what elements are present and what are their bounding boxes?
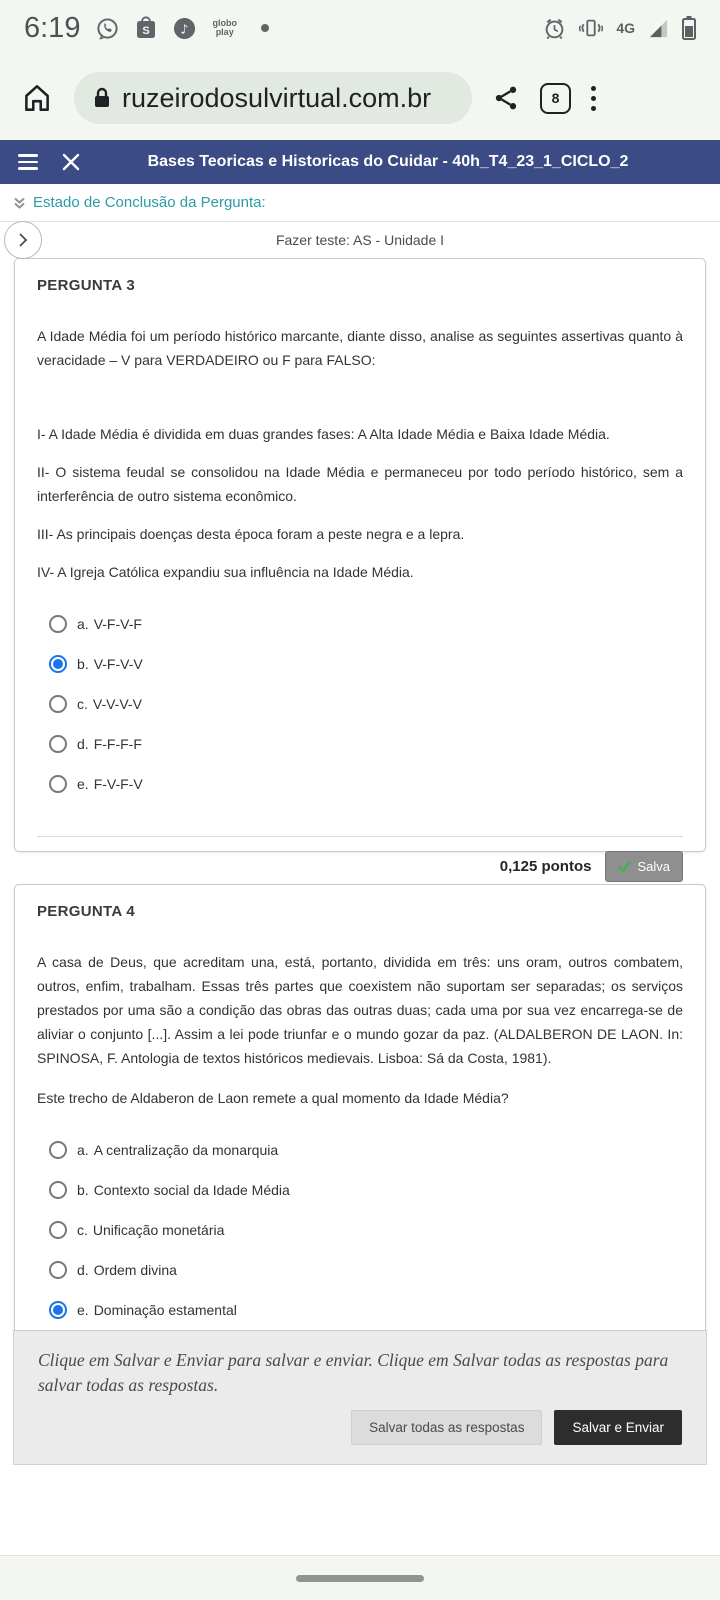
assertion-2: II- O sistema feudal se consolidou na Idade Média e permaneceu por todo período histórico, sem a interferência de outro sistema econômico. [37,464,683,504]
option-text: Contexto social da Idade Média [93,1182,290,1198]
status-bar [0,0,720,56]
close-icon[interactable] [62,153,80,171]
svg-text:♪: ♪ [180,20,189,36]
option-letter: a. [77,1142,89,1158]
share-icon[interactable] [492,84,520,112]
music-app-icon [173,17,196,40]
alarm-icon [543,17,566,40]
option-letter: b. [77,1182,89,1198]
kebab-menu-icon[interactable] [591,86,596,111]
option-text: V-F-V-F [93,616,142,632]
browser-toolbar [0,56,720,140]
saved-button[interactable] [605,851,683,882]
course-title: Bases Teoricas e Historicas do Cuidar - 40h_T4_23_1_CICLO_2 [147,153,629,170]
question-4-options [37,1130,683,1330]
option-text: A centralização da monarquia [93,1142,279,1158]
globoplay-label: globo play [212,18,237,37]
option-text: F-V-F-V [93,776,143,792]
option-letter: c. [77,696,88,712]
gesture-pill[interactable] [296,1575,424,1582]
submit-instruction: Clique em Salvar e Enviar para salvar e enviar. Clique em Salvar todas as respostas para salvar todas as respostas. [38,1350,669,1395]
answer-option[interactable] [49,1130,683,1170]
option-text: V-F-V-V [93,656,143,672]
answer-option[interactable] [49,1250,683,1290]
signal-icon [648,18,669,39]
radio-button-selected[interactable] [49,1301,67,1319]
radio-button[interactable] [49,1181,67,1199]
answer-option[interactable] [49,764,683,804]
vibrate-icon [579,17,603,39]
option-text: F-F-F-F [93,736,142,752]
question-4-intro: A casa de Deus, que acreditam una, está, portanto, dividida em três: uns oram, outros combatem, outros, enfim, trabalham. Essas três partes que coexistem não suportam ser separadas; os serviços prestados por uma são a condição das obras das outras duas; cada uma por sua vez encarrega-se de aliviar o conjunto [...]. Assim a lei pode triunfar e o mundo gozar da paz. (ALDALBERON DE LAON. In: SPINOSA, F. Antologia de textos históricos medievais. Lisboa: Sá da Costa, 1981). [37,954,683,1066]
question-3-options [37,604,683,804]
lock-icon [92,86,112,110]
submit-panel [13,1330,707,1465]
save-and-submit-button[interactable]: Salvar e Enviar [554,1410,682,1445]
answer-option[interactable] [49,1210,683,1250]
page-bottom-whitespace [0,1465,720,1556]
assertion-4: IV- A Igreja Católica expandiu sua influência na Idade Média. [37,564,414,580]
battery-icon [682,16,696,40]
network-4g-label: 4G [616,20,635,36]
test-header-row [0,222,720,258]
question-status-link[interactable]: Estado de Conclusão da Pergunta: [33,194,266,211]
whatsapp-icon [96,17,119,40]
answer-option[interactable] [49,1170,683,1210]
option-letter: b. [77,656,89,672]
answer-option[interactable] [49,724,683,764]
option-text: Dominação estamental [93,1302,237,1318]
tab-counter[interactable]: 8 [540,83,571,114]
question-4-question: Este trecho de Aldaberon de Laon remete a qual momento da Idade Média? [37,1090,509,1106]
option-letter: e. [77,1302,89,1318]
submit-buttons-row [38,1410,682,1445]
option-letter: c. [77,1222,88,1238]
radio-button[interactable] [49,615,67,633]
svg-text:S: S [142,25,151,37]
question-3-footer [37,837,683,882]
question-3-intro: A Idade Média foi um período histórico marcante, diante disso, analise as seguintes assertivas quanto à veracidade – V para VERDADEIRO ou F para FALSO: [37,328,683,368]
check-icon [618,861,631,873]
expand-panel-button[interactable] [4,221,42,259]
shopee-icon [135,16,157,40]
gesture-nav-bar [0,1556,720,1600]
saved-button-label: Salva [637,859,670,874]
assertion-3: III- As principais doenças desta época foram a peste negra e a lepra. [37,526,465,542]
double-chevron-down-icon[interactable] [13,196,26,210]
question-4-title: PERGUNTA 4 [37,903,136,920]
radio-button[interactable] [49,775,67,793]
answer-option[interactable] [49,644,683,684]
save-all-answers-button[interactable]: Salvar todas as respostas [351,1410,542,1445]
test-title: Fazer teste: AS - Unidade I [275,232,445,248]
option-text: Ordem divina [93,1262,177,1278]
option-letter: a. [77,616,89,632]
address-bar[interactable] [74,72,472,124]
course-header [0,140,720,184]
radio-button-selected[interactable] [49,655,67,673]
clock-time: 6:19 [24,11,81,44]
option-letter: d. [77,736,89,752]
answer-option[interactable] [49,1290,683,1330]
option-letter: d. [77,1262,89,1278]
url-text: ruzeirodosulvirtual.com.br [122,82,432,113]
menu-icon[interactable] [18,154,38,170]
question-4-card [14,884,706,1330]
home-icon[interactable] [20,81,54,115]
answer-option[interactable] [49,604,683,644]
radio-button[interactable] [49,1141,67,1159]
status-bar-right [543,16,696,40]
option-text: Unificação monetária [92,1222,225,1238]
radio-button[interactable] [49,1221,67,1239]
points-label: 0,125 pontos [499,858,592,875]
option-text: V-V-V-V [92,696,142,712]
radio-button[interactable] [49,695,67,713]
question-3-card [14,258,706,875]
assertion-1: I- A Idade Média é dividida em duas grandes fases: A Alta Idade Média e Baixa Idade Média. [37,426,610,442]
question-3-title: PERGUNTA 3 [37,277,136,294]
radio-button[interactable] [49,735,67,753]
question-status-bar [0,184,720,222]
notification-dot [261,24,269,32]
option-letter: e. [77,776,89,792]
radio-button[interactable] [49,1261,67,1279]
answer-option[interactable] [49,684,683,724]
